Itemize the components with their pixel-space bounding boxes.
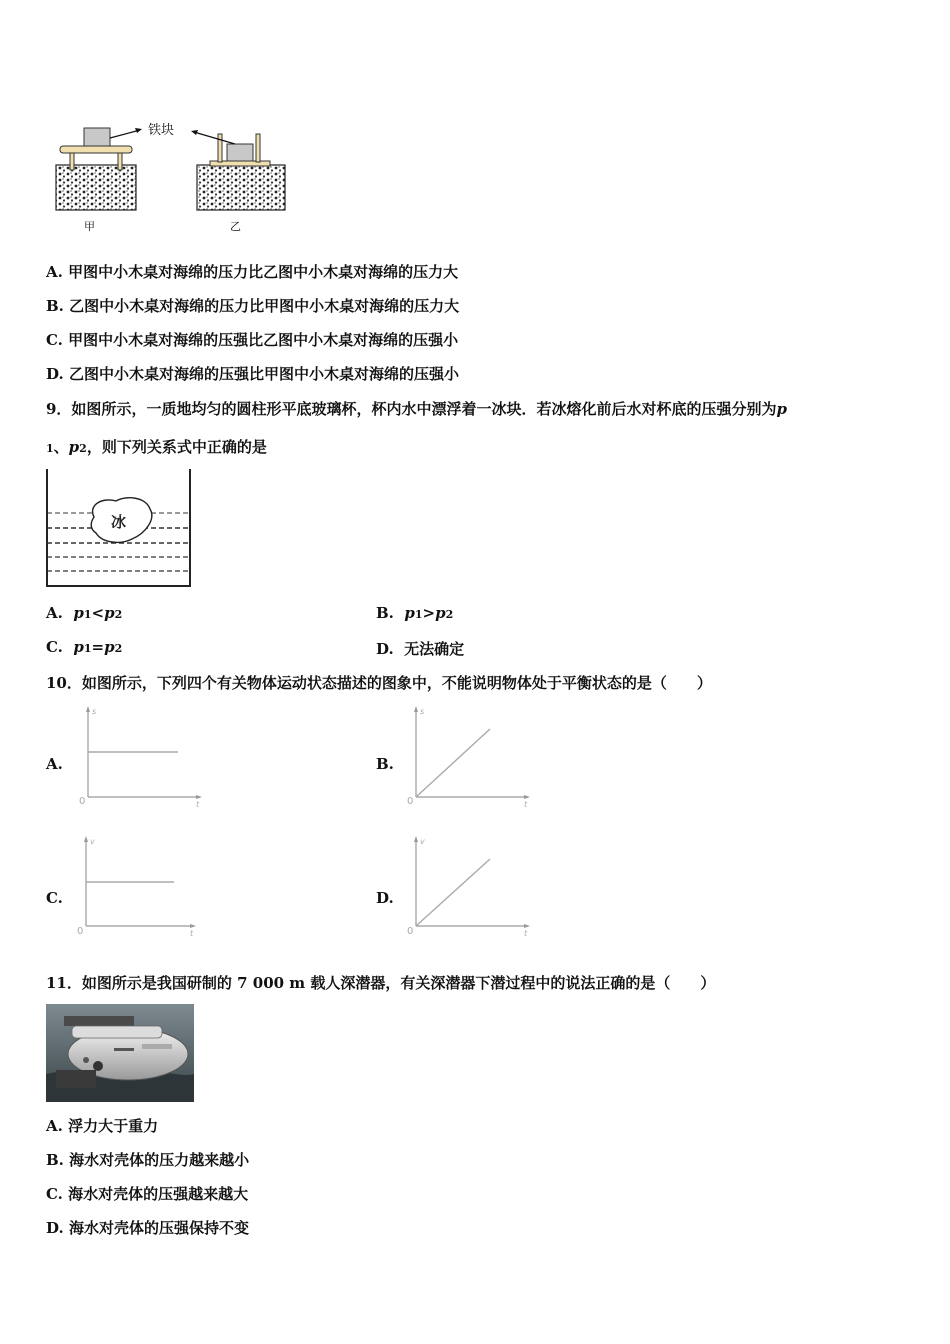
relation: = — [91, 638, 105, 656]
glass-ice-figure — [44, 467, 194, 591]
subscript: 1 — [414, 608, 423, 621]
option-text: 海水对壳体的压强保持不变 — [68, 1219, 249, 1237]
q10-graph-b — [404, 704, 534, 814]
option-text: 乙图中小木桌对海绵的压力比甲图中小木桌对海绵的压力大 — [69, 297, 460, 315]
q10-option-b-letter: B. — [376, 755, 394, 773]
option-letter: B. — [376, 604, 394, 622]
q11-option-a — [46, 1115, 158, 1136]
option-letter: C. — [46, 1185, 63, 1203]
x-axis-label: t — [524, 800, 528, 809]
subscript: 2 — [445, 608, 454, 621]
q11-option-b — [46, 1149, 249, 1170]
q10-graph-d — [404, 834, 534, 944]
table-leg-yi-right — [256, 134, 260, 162]
table-top-jia — [60, 146, 132, 153]
table-leg-jia-left — [70, 153, 74, 170]
var-p: p — [404, 604, 415, 622]
y-axis-label: s — [92, 707, 97, 716]
relation: > — [422, 604, 436, 622]
option-text: 无法确定 — [404, 640, 465, 658]
q11-stem: 11．如图所示是我国研制的 7 000 m 载人深潜器，有关深潜器下潜过程中的说法正确的是（ ） — [46, 974, 716, 992]
q9-stem-line1 — [46, 398, 787, 419]
q10-graph-c — [74, 834, 204, 944]
x-axis-label: t — [196, 800, 200, 809]
var-p: p — [73, 604, 84, 622]
q9-separator: 、 — [53, 438, 69, 456]
graph-line — [416, 729, 490, 797]
pointer-arrow-jia — [110, 130, 140, 138]
iron-label: 铁块 — [148, 123, 175, 138]
y-axis-label: v — [420, 837, 425, 846]
q8-option-d — [46, 363, 459, 384]
q9-sub-2: 2 — [79, 442, 87, 455]
q9-sub-1: 1 — [46, 442, 54, 455]
subscript: 1 — [83, 642, 92, 655]
q10-graph-a — [76, 704, 206, 814]
submersible-image — [46, 1004, 194, 1102]
option-text: 甲图中小木桌对海绵的压力比乙图中小木桌对海绵的压力大 — [68, 263, 459, 281]
q9-stem-rest: ，则下列关系式中正确的是 — [86, 438, 267, 456]
q10-option-a-letter: A. — [46, 755, 63, 773]
q10-option-d-letter: D. — [376, 889, 394, 907]
q10-stem: 10．如图所示，下列四个有关物体运动状态描述的图象中，不能说明物体处于平衡状态的是（ ） — [46, 674, 712, 692]
option-letter: A. — [46, 263, 63, 281]
var-p: p — [73, 638, 84, 656]
origin-label: 0 — [407, 796, 414, 807]
var-p: p — [104, 638, 115, 656]
y-axis-label: v — [90, 837, 95, 846]
q8-option-c — [46, 329, 458, 350]
subscript: 2 — [114, 608, 123, 621]
sponge-jia — [56, 165, 136, 210]
ice-label: 冰 — [111, 513, 127, 531]
graph-line — [416, 859, 490, 926]
glass-ice-diagram — [44, 467, 194, 591]
s-t-graph-b — [404, 704, 534, 810]
y-axis-label: s — [420, 707, 425, 716]
origin-label: 0 — [79, 796, 86, 807]
q8-option-b — [46, 295, 459, 316]
q9-option-d — [376, 638, 464, 659]
table-leg-jia-right — [118, 153, 122, 170]
option-letter: A. — [46, 1117, 63, 1135]
option-letter: B. — [46, 297, 64, 315]
q11-option-c — [46, 1183, 248, 1204]
q9-option-a — [46, 604, 122, 622]
subscript: 2 — [114, 642, 123, 655]
origin-label: 0 — [77, 926, 84, 937]
option-text: 海水对壳体的压强越来越大 — [68, 1185, 249, 1203]
option-letter: D. — [46, 1219, 64, 1237]
x-axis-label: t — [524, 929, 528, 938]
table-sponge-diagram — [50, 112, 300, 237]
sponge-yi — [197, 165, 285, 210]
q9-option-b — [376, 604, 453, 622]
q9-var-p2: p — [68, 438, 80, 456]
submersible-photo — [46, 1004, 194, 1106]
q10-option-c-letter: C. — [46, 889, 63, 907]
origin-label: 0 — [407, 926, 414, 937]
iron-block-jia — [84, 128, 110, 146]
option-text: 甲图中小木桌对海绵的压强比乙图中小木桌对海绵的压强小 — [68, 331, 459, 349]
s-t-graph-a — [76, 704, 206, 810]
q9-var-p: p — [776, 400, 787, 418]
table-leg-yi-left — [218, 134, 222, 162]
option-text: 海水对壳体的压力越来越小 — [69, 1151, 250, 1169]
figure-label-jia: 甲 — [84, 220, 95, 233]
option-text: 浮力大于重力 — [68, 1117, 159, 1135]
relation: < — [91, 604, 105, 622]
v-t-graph-c — [74, 834, 204, 940]
table-sponge-figure — [50, 112, 300, 237]
v-t-graph-d — [404, 834, 534, 940]
option-letter: C. — [46, 638, 63, 656]
q9-stem-line2 — [46, 436, 267, 457]
q9-option-c — [46, 638, 122, 656]
q9-stem-text: 9．如图所示，一质地均匀的圆柱形平底玻璃杯，杯内水中漂浮着一冰块．若冰熔化前后水对杯底的压强分别为 — [46, 400, 777, 418]
option-letter: B. — [46, 1151, 64, 1169]
option-letter: C. — [46, 331, 63, 349]
pointer-arrow-yi — [194, 132, 235, 144]
option-letter: D. — [376, 640, 394, 658]
var-p: p — [104, 604, 115, 622]
q11-option-d — [46, 1217, 249, 1238]
option-letter: D. — [46, 365, 64, 383]
x-axis-label: t — [190, 929, 194, 938]
option-letter: A. — [46, 604, 63, 622]
figure-label-yi: 乙 — [230, 220, 241, 233]
var-p: p — [435, 604, 446, 622]
option-text: 乙图中小木桌对海绵的压强比甲图中小木桌对海绵的压强小 — [68, 365, 459, 383]
iron-block-yi — [227, 144, 253, 161]
subscript: 1 — [83, 608, 92, 621]
q8-option-a — [46, 261, 458, 282]
